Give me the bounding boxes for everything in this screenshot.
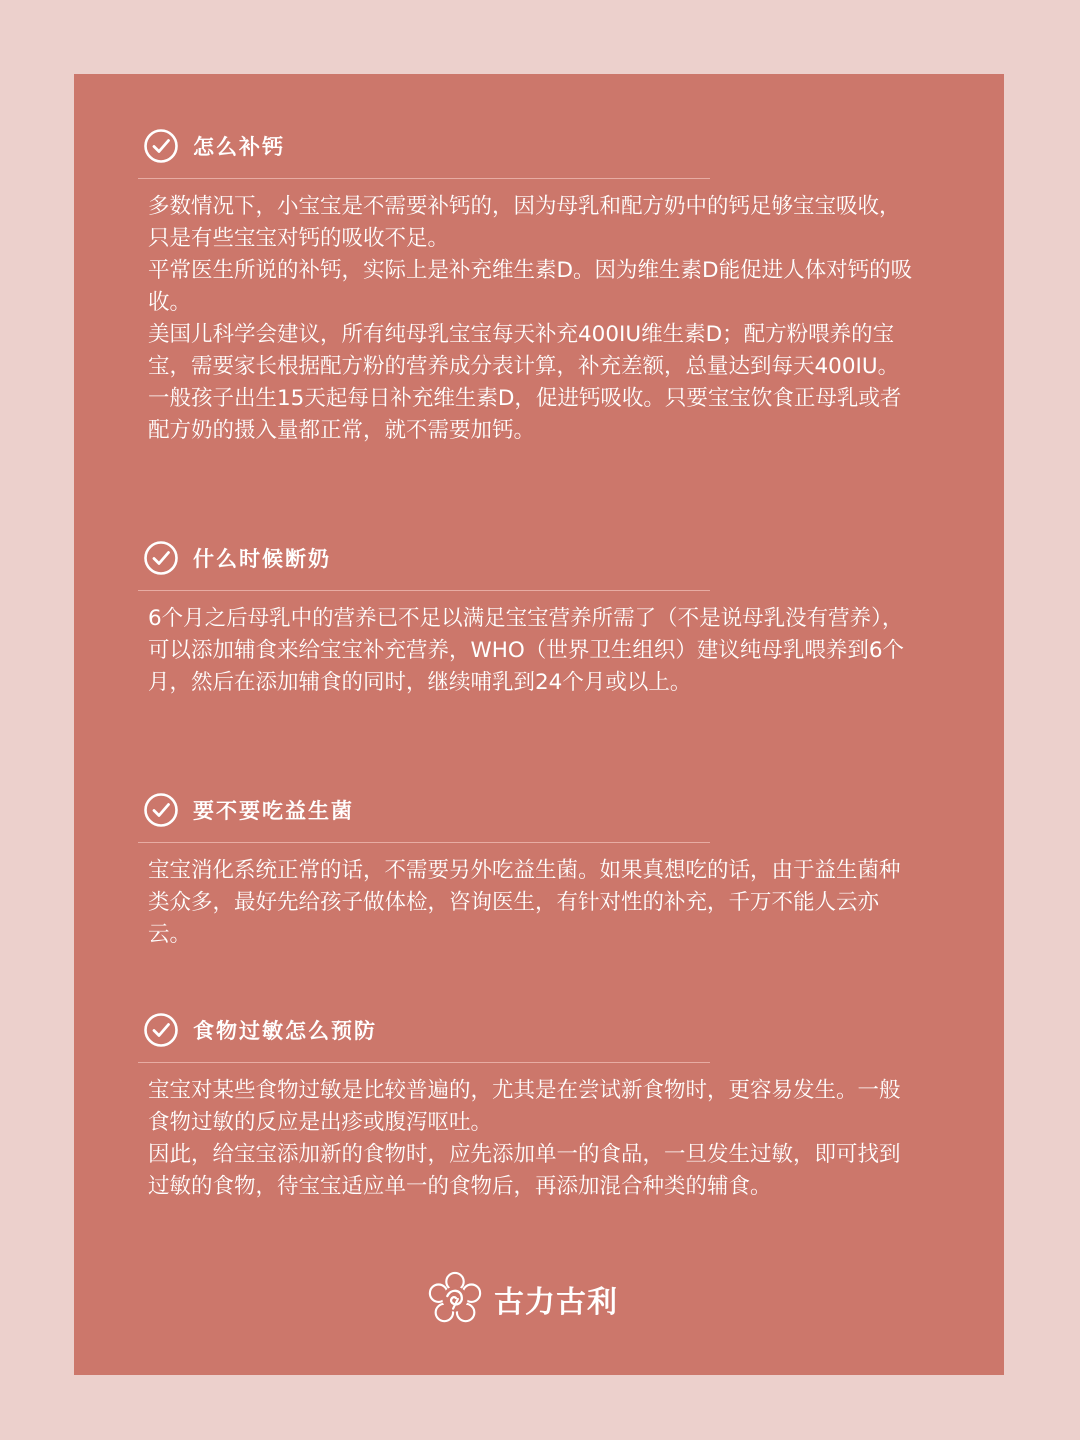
- section-probiotics: [138, 790, 938, 951]
- paragraph: 多数情况下，小宝宝是不需要补钙的，因为母乳和配方奶中的钙足够宝宝吸收，只是有些宝宝对钙的吸收不足。: [148, 194, 901, 251]
- section-title: 要不要吃益生菌: [193, 799, 354, 823]
- section-food-allergy: [138, 1010, 938, 1203]
- paragraph: 美国儿科学会建议，所有纯母乳宝宝每天补充400IU维生素D；配方粉喂养的宝宝，需要家长根据配方粉的营养成分表计算，补充差额，总量达到每天400IU。: [148, 322, 900, 379]
- check-circle-icon: [143, 792, 179, 828]
- section-heading: [138, 790, 938, 830]
- paragraph: 6个月之后母乳中的营养已不足以满足宝宝营养所需了（不是说母乳没有营养），可以添加辅食来给宝宝补充营养，WHO（世界卫生组织）建议纯母乳喂养到6个月，然后在添加辅食的同时，继续哺乳到24个月或以上。: [148, 606, 905, 695]
- section-calcium: [138, 126, 938, 447]
- brand-logo: [426, 1270, 618, 1328]
- divider: [138, 1062, 710, 1063]
- paragraph: 宝宝对某些食物过敏是比较普遍的，尤其是在尝试新食物时，更容易发生。一般食物过敏的反应是出疹或腹泻呕吐。: [148, 1078, 901, 1135]
- paragraph: 宝宝消化系统正常的话，不需要另外吃益生菌。如果真想吃的话，由于益生菌种类众多，最好先给孩子做体检，咨询医生，有针对性的补充，千万不能人云亦云。: [148, 858, 901, 947]
- section-heading: [138, 538, 938, 578]
- paragraph: 平常医生所说的补钙，实际上是补充维生素D。因为维生素D能促进人体对钙的吸收。: [148, 258, 913, 315]
- section-title: 什么时候断奶: [193, 547, 331, 571]
- section-body: [148, 603, 920, 699]
- section-title: 怎么补钙: [193, 135, 285, 159]
- section-body: [148, 191, 920, 447]
- check-circle-icon: [143, 540, 179, 576]
- check-circle-icon: [143, 128, 179, 164]
- section-heading: [138, 1010, 938, 1050]
- divider: [138, 178, 710, 179]
- divider: [138, 590, 710, 591]
- section-title: 食物过敏怎么预防: [193, 1019, 377, 1043]
- check-circle-icon: [143, 1012, 179, 1048]
- flower-icon: [426, 1270, 484, 1328]
- section-heading: [138, 126, 938, 166]
- paragraph: 一般孩子出生15天起每日补充维生素D，促进钙吸收。只要宝宝饮食正母乳或者配方奶的摄入量都正常，就不需要加钙。: [148, 386, 902, 443]
- divider: [138, 842, 710, 843]
- content-card: [74, 74, 1004, 1375]
- paragraph: 因此，给宝宝添加新的食物时，应先添加单一的食品，一旦发生过敏，即可找到过敏的食物，待宝宝适应单一的食物后，再添加混合种类的辅食。: [148, 1142, 901, 1199]
- brand-name: 古力古利: [494, 1285, 618, 1320]
- section-body: [148, 855, 920, 951]
- section-weaning: [138, 538, 938, 699]
- section-body: [148, 1075, 920, 1203]
